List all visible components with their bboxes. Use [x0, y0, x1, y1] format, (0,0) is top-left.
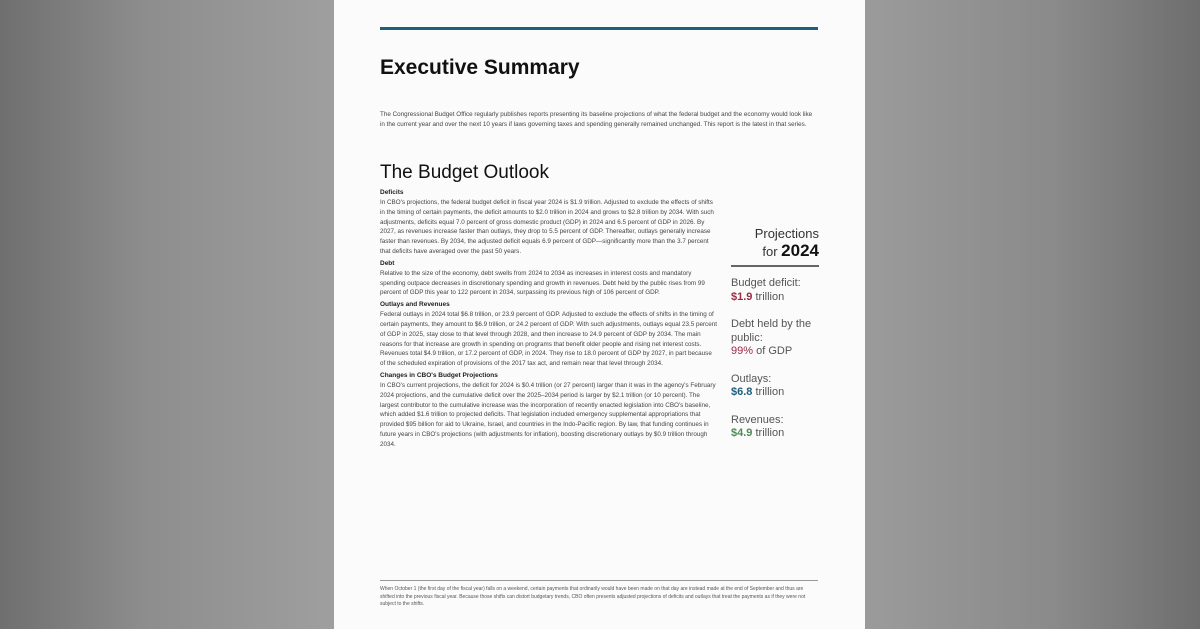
report-page: [334, 0, 865, 629]
projections-heading: Projections: [754, 226, 819, 241]
stat-value-line: [731, 386, 819, 400]
stat-value: $6.8: [731, 386, 753, 398]
debt-body: Relative to the size of the economy, debt swells from 2024 to 2034 as increases in interest costs and mandatory spending outpace decreases in discretionary spending and growth in revenues. Debt held by the public rises from 99 percent of GDP this year to 122 percent in 2034, surpassing its previous high of 106 percent of GDP.: [380, 269, 705, 297]
stat-label: Revenues:: [731, 413, 784, 426]
stat-unit: of GDP: [753, 345, 793, 357]
page-title: Executive Summary: [380, 56, 580, 79]
projections-year: 2024: [781, 241, 819, 260]
stat-label: Debt held by the public:: [731, 318, 812, 344]
footnote-rule: [380, 580, 818, 581]
changes-title: Changes in CBO's Budget Projections: [380, 371, 498, 379]
stat-revenues: [731, 414, 819, 441]
stat-value-line: [731, 291, 819, 305]
stat-label: Outlays:: [731, 372, 772, 385]
changes-body: In CBO's current projections, the deficit for 2024 is $0.4 trillion (or 27 percent) larger than it was in the agency's February 2024 projections, and the cumulative deficit over the 2025–2034 period is larger by $2.1 trillion (or 10 percent). The largest contributor to the cumulative increase was the incorporation of recently enacted legislation into CBO's baseline, which added $1.6 trillion to projected deficits. That legislation included emergency supplemental appropriations that provided $95 billion for aid to Ukraine, Israel, and countries in the Indo-Pacific region. By law, that funding continues in future years in CBO's projections (with adjustments for inflation), boosting discretionary outlays by $0.9 trillion through 2034.: [380, 381, 716, 448]
stat-value: $4.9: [731, 427, 753, 439]
stat-unit: trillion: [752, 290, 785, 303]
projections-for: for: [762, 244, 778, 259]
stat-debt-held: [731, 318, 819, 359]
deficits-body: In CBO's projections, the federal budget deficit in fiscal year 2024 is $1.9 trillion. Adjusted to exclude the effects of shifts in the timing of certain payments, the deficit amounts to $2.0 trillion in 2024 and grows to $2.8 trillion by 2034. With such adjustments, deficits equal 7.0 percent of gross domestic product (GDP) in 2024 and 6.5 percent of GDP in 2026. By 2027, as revenues increase faster than outlays, they drop to 5.5 percent of GDP. Thereafter, outlays generally increase faster than revenues. By 2034, the adjusted deficit equals 6.9 percent of GDP—significantly more than the 3.7 percent that deficits have averaged over the past 50 years.: [380, 199, 714, 255]
projections-year-line: [731, 242, 819, 261]
stat-unit: trillion: [752, 427, 785, 439]
outlays-revenues-body: Federal outlays in 2024 total $6.8 trillion, or 23.9 percent of GDP. Adjusted to exclude the effects of shifts in the timing of certain payments, they amount to $6.9 trillion, or 24.2 percent of GDP. With such adjustments, outlays equal 23.5 percent of GDP in 2025, stay close to that level through 2028, and then increase to 24.9 percent of GDP by 2034. The main reasons for that increase are growth in spending on programs that benefit older people and rising net interest costs. Revenues total $4.9 trillion, or 17.2 percent of GDP, in 2024. They rise to 18.0 percent of GDP by 2027, in part because of the scheduled expiration of provisions of the 2017 tax act, and remain near that level through 2034.: [380, 311, 717, 368]
stat-label: Budget deficit:: [731, 277, 801, 289]
projections-sidebar: [731, 226, 819, 455]
main-column: [380, 188, 718, 452]
footnote: When October 1 (the first day of the fiscal year) falls on a weekend, certain payments that ordinarily would have been made on that day are instead made at the end of September and thus are shifted into the previous fiscal year. Because those shifts can distort budgetary trends, CBO often presents adjusted projections of deficits and outlays that treat the payments as if they were not subject to the shifts.: [380, 586, 806, 607]
intro-paragraph: The Congressional Budget Office regularly publishes reports presenting its baseline projections of what the federal budget and the economy would look like in the current year and over the next 10 years if laws governing taxes and spending generally remained unchanged. This report is the latest in that series.: [380, 111, 813, 128]
header-rule: [380, 27, 818, 30]
stat-value-line: [731, 345, 819, 359]
outlays-revenues-title: Outlays and Revenues: [380, 301, 450, 309]
deficits-title: Deficits: [380, 189, 404, 196]
section-heading: The Budget Outlook: [380, 162, 549, 183]
stat-value-line: [731, 427, 819, 441]
sidebar-rule: [731, 265, 819, 267]
debt-title: Debt: [380, 259, 395, 267]
stat-outlays: [731, 373, 819, 400]
stat-value: 99%: [731, 345, 754, 357]
stat-budget-deficit: [731, 277, 819, 304]
stat-unit: trillion: [752, 386, 785, 398]
stat-value: $1.9: [731, 290, 753, 303]
